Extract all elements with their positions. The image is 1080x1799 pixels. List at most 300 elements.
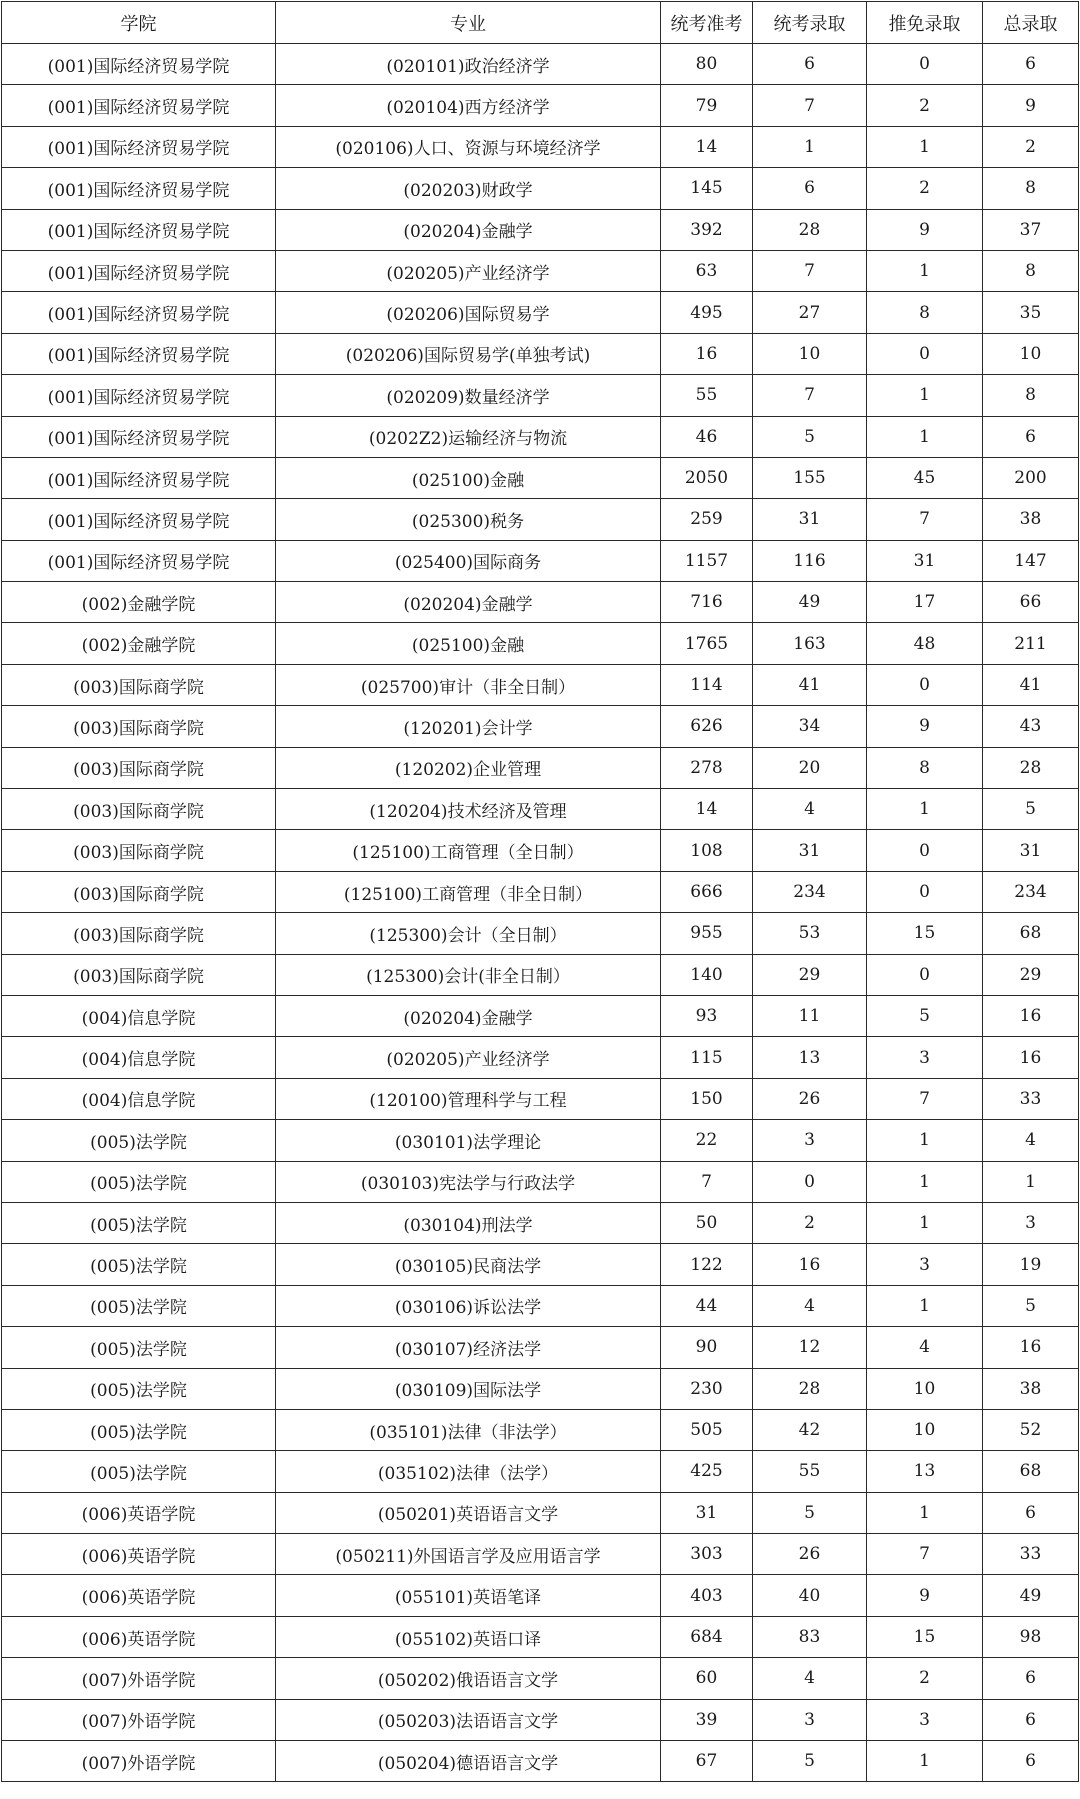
cell-total-admitted: 66	[983, 582, 1079, 623]
table-row	[2, 1120, 1079, 1161]
cell-exam-takers: 50	[661, 1202, 753, 1243]
cell-college: (005)法学院	[2, 1409, 276, 1450]
header-row	[2, 2, 1079, 44]
cell-major: (020204)金融学	[276, 209, 661, 250]
cell-major: (020104)西方经济学	[276, 85, 661, 126]
cell-exam-takers: 80	[661, 44, 753, 85]
table-row	[2, 333, 1079, 374]
cell-recommended-admitted: 1	[867, 1285, 983, 1326]
cell-total-admitted: 19	[983, 1244, 1079, 1285]
cell-exam-takers: 60	[661, 1658, 753, 1699]
header-college: 学院	[2, 2, 276, 44]
cell-exam-takers: 115	[661, 1037, 753, 1078]
table-row	[2, 457, 1079, 498]
cell-college: (005)法学院	[2, 1244, 276, 1285]
cell-recommended-admitted: 0	[867, 871, 983, 912]
cell-recommended-admitted: 3	[867, 1037, 983, 1078]
cell-recommended-admitted: 5	[867, 995, 983, 1036]
cell-college: (006)英语学院	[2, 1534, 276, 1575]
cell-total-admitted: 16	[983, 1037, 1079, 1078]
cell-college: (003)国际商学院	[2, 871, 276, 912]
cell-recommended-admitted: 1	[867, 250, 983, 291]
cell-exam-takers: 145	[661, 168, 753, 209]
cell-college: (001)国际经济贸易学院	[2, 292, 276, 333]
cell-recommended-admitted: 1	[867, 1120, 983, 1161]
cell-total-admitted: 5	[983, 789, 1079, 830]
table-row	[2, 1616, 1079, 1657]
cell-exam-admitted: 28	[753, 1368, 867, 1409]
cell-total-admitted: 147	[983, 540, 1079, 581]
table-row	[2, 664, 1079, 705]
cell-exam-admitted: 155	[753, 457, 867, 498]
table-row	[2, 375, 1079, 416]
cell-total-admitted: 211	[983, 623, 1079, 664]
cell-exam-takers: 684	[661, 1616, 753, 1657]
cell-exam-admitted: 26	[753, 1078, 867, 1119]
cell-exam-takers: 140	[661, 954, 753, 995]
cell-major: (120202)企业管理	[276, 747, 661, 788]
cell-exam-admitted: 4	[753, 789, 867, 830]
cell-recommended-admitted: 3	[867, 1699, 983, 1740]
table-row	[2, 1327, 1079, 1368]
cell-major: (025300)税务	[276, 499, 661, 540]
cell-total-admitted: 37	[983, 209, 1079, 250]
cell-total-admitted: 49	[983, 1575, 1079, 1616]
cell-major: (025100)金融	[276, 457, 661, 498]
cell-recommended-admitted: 13	[867, 1451, 983, 1492]
cell-exam-takers: 22	[661, 1120, 753, 1161]
cell-major: (020106)人口、资源与环境经济学	[276, 126, 661, 167]
cell-major: (030103)宪法学与行政法学	[276, 1161, 661, 1202]
cell-major: (030105)民商法学	[276, 1244, 661, 1285]
cell-total-admitted: 8	[983, 168, 1079, 209]
cell-major: (125100)工商管理（非全日制）	[276, 871, 661, 912]
cell-recommended-admitted: 0	[867, 830, 983, 871]
cell-exam-admitted: 27	[753, 292, 867, 333]
cell-recommended-admitted: 8	[867, 747, 983, 788]
table-row	[2, 292, 1079, 333]
table-row	[2, 1409, 1079, 1450]
cell-exam-takers: 1157	[661, 540, 753, 581]
table-row	[2, 706, 1079, 747]
cell-exam-takers: 14	[661, 789, 753, 830]
cell-exam-takers: 90	[661, 1327, 753, 1368]
cell-total-admitted: 6	[983, 1699, 1079, 1740]
cell-exam-admitted: 16	[753, 1244, 867, 1285]
cell-exam-takers: 230	[661, 1368, 753, 1409]
cell-total-admitted: 8	[983, 375, 1079, 416]
cell-major: (020206)国际贸易学	[276, 292, 661, 333]
cell-exam-admitted: 234	[753, 871, 867, 912]
cell-college: (001)国际经济贸易学院	[2, 499, 276, 540]
cell-exam-takers: 93	[661, 995, 753, 1036]
cell-college: (005)法学院	[2, 1161, 276, 1202]
cell-exam-admitted: 26	[753, 1534, 867, 1575]
cell-exam-admitted: 40	[753, 1575, 867, 1616]
cell-exam-admitted: 83	[753, 1616, 867, 1657]
cell-exam-admitted: 2	[753, 1202, 867, 1243]
table-row	[2, 747, 1079, 788]
cell-total-admitted: 5	[983, 1285, 1079, 1326]
cell-exam-takers: 955	[661, 913, 753, 954]
table-row	[2, 1161, 1079, 1202]
cell-total-admitted: 68	[983, 1451, 1079, 1492]
cell-college: (004)信息学院	[2, 1037, 276, 1078]
cell-college: (007)外语学院	[2, 1699, 276, 1740]
cell-major: (030107)经济法学	[276, 1327, 661, 1368]
cell-total-admitted: 43	[983, 706, 1079, 747]
cell-college: (005)法学院	[2, 1327, 276, 1368]
cell-recommended-admitted: 1	[867, 1202, 983, 1243]
cell-total-admitted: 38	[983, 1368, 1079, 1409]
cell-exam-takers: 2050	[661, 457, 753, 498]
cell-exam-admitted: 7	[753, 85, 867, 126]
cell-recommended-admitted: 7	[867, 1078, 983, 1119]
cell-exam-takers: 150	[661, 1078, 753, 1119]
cell-college: (005)法学院	[2, 1202, 276, 1243]
cell-major: (120204)技术经济及管理	[276, 789, 661, 830]
cell-exam-admitted: 5	[753, 416, 867, 457]
cell-major: (030109)国际法学	[276, 1368, 661, 1409]
cell-major: (020209)数量经济学	[276, 375, 661, 416]
cell-recommended-admitted: 1	[867, 416, 983, 457]
cell-college: (003)国际商学院	[2, 664, 276, 705]
cell-total-admitted: 38	[983, 499, 1079, 540]
cell-total-admitted: 1	[983, 1161, 1079, 1202]
cell-major: (055101)英语笔译	[276, 1575, 661, 1616]
cell-exam-takers: 303	[661, 1534, 753, 1575]
cell-total-admitted: 6	[983, 416, 1079, 457]
table-row	[2, 995, 1079, 1036]
cell-recommended-admitted: 31	[867, 540, 983, 581]
cell-college: (001)国际经济贸易学院	[2, 85, 276, 126]
cell-recommended-admitted: 17	[867, 582, 983, 623]
cell-recommended-admitted: 1	[867, 789, 983, 830]
cell-total-admitted: 29	[983, 954, 1079, 995]
cell-recommended-admitted: 9	[867, 1575, 983, 1616]
table-row	[2, 416, 1079, 457]
cell-exam-takers: 108	[661, 830, 753, 871]
cell-recommended-admitted: 3	[867, 1244, 983, 1285]
cell-major: (025100)金融	[276, 623, 661, 664]
table-row	[2, 1534, 1079, 1575]
cell-major: (125100)工商管理（全日制）	[276, 830, 661, 871]
cell-exam-takers: 55	[661, 375, 753, 416]
cell-total-admitted: 6	[983, 44, 1079, 85]
cell-major: (020204)金融学	[276, 995, 661, 1036]
cell-recommended-admitted: 15	[867, 1616, 983, 1657]
cell-recommended-admitted: 1	[867, 1161, 983, 1202]
cell-total-admitted: 16	[983, 1327, 1079, 1368]
cell-exam-admitted: 6	[753, 44, 867, 85]
cell-total-admitted: 200	[983, 457, 1079, 498]
cell-total-admitted: 2	[983, 126, 1079, 167]
cell-major: (120201)会计学	[276, 706, 661, 747]
cell-exam-admitted: 31	[753, 499, 867, 540]
cell-recommended-admitted: 1	[867, 126, 983, 167]
cell-total-admitted: 33	[983, 1534, 1079, 1575]
cell-recommended-admitted: 1	[867, 1741, 983, 1782]
cell-college: (007)外语学院	[2, 1741, 276, 1782]
cell-college: (003)国际商学院	[2, 830, 276, 871]
cell-college: (004)信息学院	[2, 995, 276, 1036]
header-major: 专业	[276, 2, 661, 44]
cell-recommended-admitted: 2	[867, 1658, 983, 1699]
cell-exam-takers: 392	[661, 209, 753, 250]
cell-recommended-admitted: 9	[867, 209, 983, 250]
cell-college: (001)国际经济贸易学院	[2, 333, 276, 374]
cell-exam-takers: 39	[661, 1699, 753, 1740]
cell-total-admitted: 35	[983, 292, 1079, 333]
cell-exam-takers: 44	[661, 1285, 753, 1326]
cell-total-admitted: 68	[983, 913, 1079, 954]
header-recommended-admitted: 推免录取	[867, 2, 983, 44]
cell-exam-admitted: 53	[753, 913, 867, 954]
cell-college: (002)金融学院	[2, 582, 276, 623]
table-row	[2, 1741, 1079, 1782]
cell-total-admitted: 28	[983, 747, 1079, 788]
cell-exam-admitted: 41	[753, 664, 867, 705]
cell-exam-admitted: 31	[753, 830, 867, 871]
cell-major: (020206)国际贸易学(单独考试)	[276, 333, 661, 374]
cell-exam-admitted: 7	[753, 375, 867, 416]
cell-exam-admitted: 20	[753, 747, 867, 788]
admissions-table-container	[1, 1, 1079, 1782]
cell-college: (001)国际经济贸易学院	[2, 457, 276, 498]
cell-exam-takers: 114	[661, 664, 753, 705]
cell-exam-takers: 14	[661, 126, 753, 167]
cell-recommended-admitted: 7	[867, 1534, 983, 1575]
cell-college: (001)国际经济贸易学院	[2, 416, 276, 457]
table-row	[2, 1037, 1079, 1078]
cell-exam-admitted: 5	[753, 1492, 867, 1533]
cell-exam-admitted: 49	[753, 582, 867, 623]
cell-major: (050202)俄语语言文学	[276, 1658, 661, 1699]
cell-exam-takers: 16	[661, 333, 753, 374]
cell-recommended-admitted: 0	[867, 44, 983, 85]
cell-exam-admitted: 4	[753, 1658, 867, 1699]
cell-college: (005)法学院	[2, 1120, 276, 1161]
cell-exam-takers: 7	[661, 1161, 753, 1202]
cell-exam-takers: 67	[661, 1741, 753, 1782]
table-row	[2, 1368, 1079, 1409]
cell-exam-admitted: 0	[753, 1161, 867, 1202]
cell-exam-takers: 259	[661, 499, 753, 540]
cell-major: (050211)外国语言学及应用语言学	[276, 1534, 661, 1575]
cell-major: (025400)国际商务	[276, 540, 661, 581]
table-row	[2, 1244, 1079, 1285]
cell-total-admitted: 52	[983, 1409, 1079, 1450]
table-row	[2, 789, 1079, 830]
table-row	[2, 1658, 1079, 1699]
cell-recommended-admitted: 8	[867, 292, 983, 333]
cell-major: (020205)产业经济学	[276, 250, 661, 291]
cell-major: (025700)审计（非全日制）	[276, 664, 661, 705]
cell-exam-admitted: 13	[753, 1037, 867, 1078]
cell-total-admitted: 9	[983, 85, 1079, 126]
cell-total-admitted: 6	[983, 1658, 1079, 1699]
table-row	[2, 168, 1079, 209]
cell-exam-takers: 505	[661, 1409, 753, 1450]
cell-major: (020204)金融学	[276, 582, 661, 623]
cell-exam-admitted: 42	[753, 1409, 867, 1450]
cell-recommended-admitted: 10	[867, 1368, 983, 1409]
admissions-table	[1, 1, 1079, 1782]
cell-exam-takers: 425	[661, 1451, 753, 1492]
cell-exam-takers: 63	[661, 250, 753, 291]
cell-college: (004)信息学院	[2, 1078, 276, 1119]
cell-major: (120100)管理科学与工程	[276, 1078, 661, 1119]
cell-major: (020203)财政学	[276, 168, 661, 209]
cell-exam-admitted: 5	[753, 1741, 867, 1782]
cell-college: (001)国际经济贸易学院	[2, 126, 276, 167]
cell-exam-takers: 403	[661, 1575, 753, 1616]
header-exam-takers: 统考准考	[661, 2, 753, 44]
cell-college: (003)国际商学院	[2, 706, 276, 747]
cell-college: (006)英语学院	[2, 1616, 276, 1657]
cell-college: (005)法学院	[2, 1285, 276, 1326]
table-row	[2, 85, 1079, 126]
table-row	[2, 582, 1079, 623]
cell-total-admitted: 31	[983, 830, 1079, 871]
cell-total-admitted: 4	[983, 1120, 1079, 1161]
table-row	[2, 1285, 1079, 1326]
cell-major: (125300)会计(非全日制）	[276, 954, 661, 995]
cell-college: (001)国际经济贸易学院	[2, 44, 276, 85]
cell-college: (001)国际经济贸易学院	[2, 250, 276, 291]
cell-major: (125300)会计（全日制）	[276, 913, 661, 954]
table-row	[2, 44, 1079, 85]
cell-total-admitted: 33	[983, 1078, 1079, 1119]
table-row	[2, 623, 1079, 664]
cell-exam-takers: 716	[661, 582, 753, 623]
cell-exam-admitted: 28	[753, 209, 867, 250]
cell-recommended-admitted: 0	[867, 664, 983, 705]
table-row	[2, 126, 1079, 167]
cell-recommended-admitted: 10	[867, 1409, 983, 1450]
cell-college: (001)国际经济贸易学院	[2, 375, 276, 416]
cell-recommended-admitted: 0	[867, 954, 983, 995]
cell-exam-takers: 122	[661, 1244, 753, 1285]
cell-college: (003)国际商学院	[2, 913, 276, 954]
cell-college: (006)英语学院	[2, 1492, 276, 1533]
cell-total-admitted: 41	[983, 664, 1079, 705]
cell-exam-admitted: 55	[753, 1451, 867, 1492]
cell-exam-admitted: 3	[753, 1699, 867, 1740]
cell-major: (0202Z2)运输经济与物流	[276, 416, 661, 457]
table-body	[2, 44, 1079, 1782]
cell-college: (006)英语学院	[2, 1575, 276, 1616]
cell-exam-takers: 666	[661, 871, 753, 912]
cell-exam-admitted: 34	[753, 706, 867, 747]
cell-exam-admitted: 116	[753, 540, 867, 581]
cell-exam-takers: 1765	[661, 623, 753, 664]
cell-total-admitted: 8	[983, 250, 1079, 291]
cell-exam-takers: 79	[661, 85, 753, 126]
cell-exam-admitted: 12	[753, 1327, 867, 1368]
cell-exam-takers: 278	[661, 747, 753, 788]
cell-major: (050204)德语语言文学	[276, 1741, 661, 1782]
cell-major: (050201)英语语言文学	[276, 1492, 661, 1533]
header-exam-admitted: 统考录取	[753, 2, 867, 44]
cell-college: (001)国际经济贸易学院	[2, 209, 276, 250]
cell-exam-admitted: 3	[753, 1120, 867, 1161]
cell-major: (050203)法语语言文学	[276, 1699, 661, 1740]
table-row	[2, 954, 1079, 995]
cell-major: (055102)英语口译	[276, 1616, 661, 1657]
cell-exam-admitted: 29	[753, 954, 867, 995]
table-row	[2, 871, 1079, 912]
table-row	[2, 1451, 1079, 1492]
header-total-admitted: 总录取	[983, 2, 1079, 44]
cell-exam-admitted: 10	[753, 333, 867, 374]
table-row	[2, 540, 1079, 581]
cell-major: (020205)产业经济学	[276, 1037, 661, 1078]
cell-exam-admitted: 4	[753, 1285, 867, 1326]
table-row	[2, 209, 1079, 250]
cell-major: (030104)刑法学	[276, 1202, 661, 1243]
table-row	[2, 499, 1079, 540]
cell-exam-takers: 626	[661, 706, 753, 747]
table-row	[2, 913, 1079, 954]
cell-major: (035102)法律（法学）	[276, 1451, 661, 1492]
cell-recommended-admitted: 1	[867, 375, 983, 416]
table-row	[2, 1492, 1079, 1533]
cell-major: (030106)诉讼法学	[276, 1285, 661, 1326]
cell-total-admitted: 98	[983, 1616, 1079, 1657]
cell-college: (001)国际经济贸易学院	[2, 168, 276, 209]
cell-college: (003)国际商学院	[2, 789, 276, 830]
cell-major: (020101)政治经济学	[276, 44, 661, 85]
cell-exam-admitted: 11	[753, 995, 867, 1036]
cell-total-admitted: 234	[983, 871, 1079, 912]
cell-recommended-admitted: 9	[867, 706, 983, 747]
cell-recommended-admitted: 48	[867, 623, 983, 664]
cell-total-admitted: 6	[983, 1492, 1079, 1533]
cell-total-admitted: 10	[983, 333, 1079, 374]
cell-major: (035101)法律（非法学）	[276, 1409, 661, 1450]
table-row	[2, 1078, 1079, 1119]
cell-exam-admitted: 1	[753, 126, 867, 167]
cell-college: (005)法学院	[2, 1368, 276, 1409]
cell-exam-takers: 31	[661, 1492, 753, 1533]
cell-college: (002)金融学院	[2, 623, 276, 664]
cell-recommended-admitted: 15	[867, 913, 983, 954]
cell-recommended-admitted: 1	[867, 1492, 983, 1533]
cell-exam-admitted: 7	[753, 250, 867, 291]
table-row	[2, 1575, 1079, 1616]
cell-recommended-admitted: 45	[867, 457, 983, 498]
cell-college: (003)国际商学院	[2, 954, 276, 995]
cell-exam-takers: 495	[661, 292, 753, 333]
cell-recommended-admitted: 7	[867, 499, 983, 540]
cell-recommended-admitted: 0	[867, 333, 983, 374]
cell-recommended-admitted: 4	[867, 1327, 983, 1368]
cell-college: (007)外语学院	[2, 1658, 276, 1699]
cell-college: (003)国际商学院	[2, 747, 276, 788]
table-row	[2, 250, 1079, 291]
cell-major: (030101)法学理论	[276, 1120, 661, 1161]
cell-recommended-admitted: 2	[867, 85, 983, 126]
cell-college: (001)国际经济贸易学院	[2, 540, 276, 581]
cell-total-admitted: 6	[983, 1741, 1079, 1782]
cell-exam-admitted: 163	[753, 623, 867, 664]
table-row	[2, 1202, 1079, 1243]
cell-college: (005)法学院	[2, 1451, 276, 1492]
cell-total-admitted: 3	[983, 1202, 1079, 1243]
table-row	[2, 830, 1079, 871]
cell-total-admitted: 16	[983, 995, 1079, 1036]
